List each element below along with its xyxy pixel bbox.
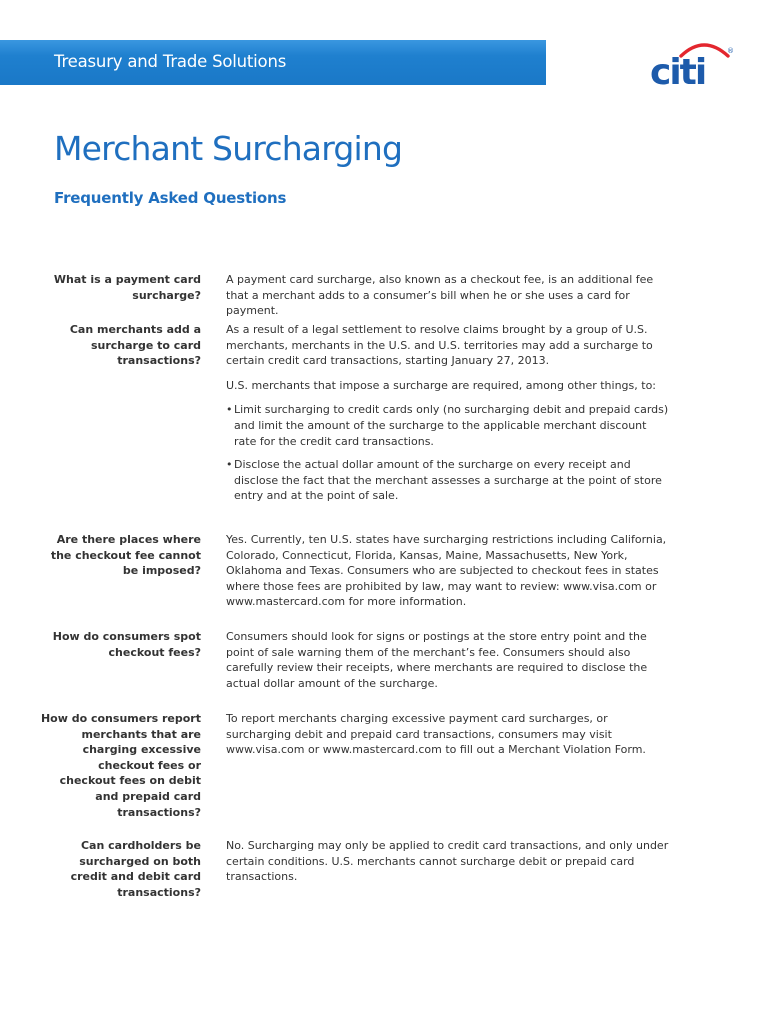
faq-answer — [226, 272, 672, 328]
logo-wordmark: citi — [650, 52, 706, 90]
faq-bullet: • Disclose the actual dollar amount of the surcharge on every receipt and disclose the fact that the merchant assesses a surcharge at the point of store entry and at the point of sale. — [226, 458, 662, 503]
faq-answer — [226, 532, 672, 619]
faq-bullet-list — [226, 402, 672, 504]
faq-bullet: • Limit surcharging to credit cards only (no surcharging debit and prepaid cards) and limit the amount of the surcharge to the applicable merchant discount rate for the credit card transactions. — [226, 403, 669, 448]
faq-answer — [226, 629, 672, 700]
faq-question: Can cardholders be surcharged on both credit and debit card transactions? — [70, 839, 201, 899]
faq-answer — [226, 711, 672, 767]
faq-answer — [226, 838, 672, 894]
banner-title: Treasury and Trade Solutions — [54, 52, 287, 71]
bullet-icon: • — [226, 403, 233, 417]
faq-answer — [226, 322, 672, 512]
faq-question: Are there places where the checkout fee cannot be imposed? — [50, 533, 201, 578]
faq-answer-text: No. Surcharging may only be applied to credit card transactions, and only under certain conditions. U.S. merchants cannot surcharge debit or prepaid card transactions. — [226, 839, 669, 884]
page-subtitle: Frequently Asked Questions — [54, 189, 287, 207]
faq-answer-followup: U.S. merchants that impose a surcharge are required, among other things, to: — [226, 378, 657, 392]
page-title: Merchant Surcharging — [54, 129, 403, 168]
citi-logo — [648, 38, 736, 90]
faq-question: How do consumers report merchants that are charging excessive checkout fees or checkout fees on debit and prepaid card transactions? — [40, 712, 201, 819]
faq-answer-text: Consumers should look for signs or postings at the store entry point and the point of sale warning them of the merchant’s fee. Consumers should also carefully review their receipts, where merchants are required to disclose the actual dollar amount of the surcharge. — [226, 630, 648, 690]
bullet-icon: • — [226, 458, 233, 472]
faq-question: How do consumers spot checkout fees? — [52, 630, 201, 659]
faq-answer-text: Yes. Currently, ten U.S. states have surcharging restrictions including California, Colorado, Connecticut, Florida, Kansas, Maine, Massachusetts, New York, Oklahoma and Texas. Consumers who are subjected to checkout fees in states where those fees are prohibited by law, may want to review: www.visa.com or www.mastercard.com for more information. — [226, 533, 667, 609]
faq-question: Can merchants add a surcharge to card transactions? — [69, 323, 201, 368]
faq-answer-text: As a result of a legal settlement to resolve claims brought by a group of U.S. merchants, merchants in the U.S. and U.S. territories may add a surcharge to certain credit card transactions, starting January 27, 2013. — [226, 323, 653, 368]
faq-question: What is a payment card surcharge? — [53, 273, 201, 302]
faq-answer-text: To report merchants charging excessive payment card surcharges, or surcharging debit and prepaid card transactions, consumers may visit www.visa.com or www.mastercard.com to fill out a Merchant Violation Form. — [226, 712, 646, 757]
logo-registered-mark: ® — [727, 47, 734, 55]
faq-answer-text: A payment card surcharge, also known as a checkout fee, is an additional fee that a merchant adds to a consumer’s bill when he or she uses a card for payment. — [226, 273, 654, 318]
